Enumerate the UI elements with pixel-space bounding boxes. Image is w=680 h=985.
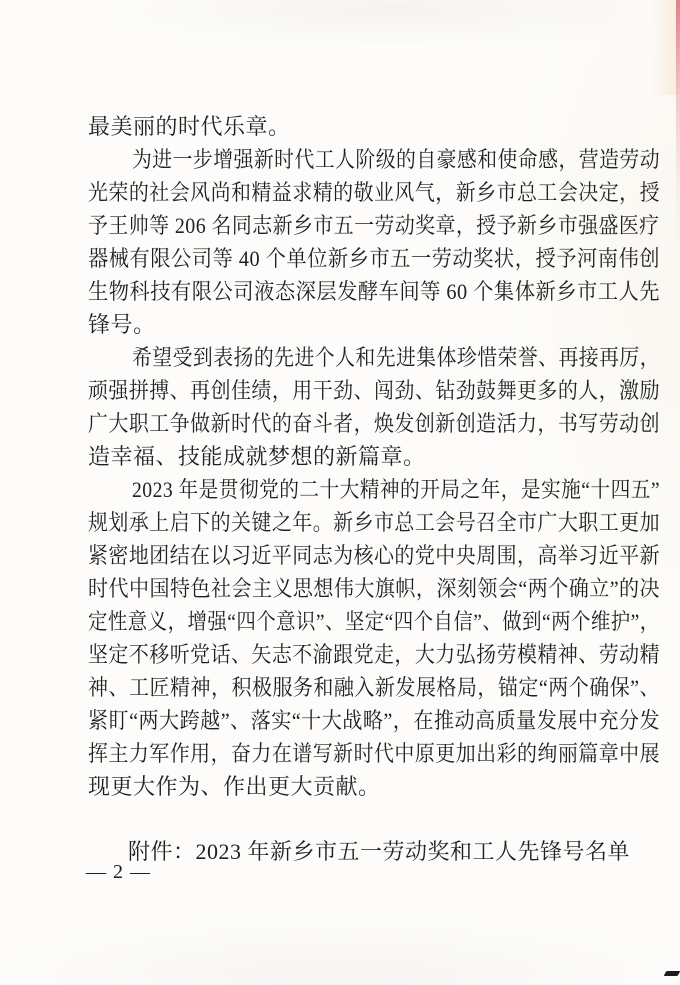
text-line-content: 生物科技有限公司液态深层发酵车间等 60 个集体新乡市工人先 [88,279,661,304]
text-line-content: 坚定不移听党话、矢志不渝跟党走，大力弘扬劳模精神、劳动精 [88,642,661,667]
text-line-content: 希望受到表扬的先进个人和先进集体珍惜荣誉、再接再厉， [132,345,661,370]
text-line-content: 光荣的社会风尚和精益求精的敬业风气，新乡市总工会决定，授 [88,180,661,205]
text-line [88,638,660,671]
text-line-content: 予王帅等 206 名同志新乡市五一劳动奖章，授予新乡市强盛医疗 [88,213,660,238]
text-line [88,539,660,572]
text-line [88,572,660,605]
text-line-content: 现更大作为、作出更大贡献。 [88,774,381,799]
text-line-content: 神、工匠精神，积极服务和融入新发展格局，锚定“两个确保”、 [88,675,661,700]
text-line [88,440,660,473]
text-line-content: 定性意义，增强“四个意识”、坚定“四个自信”、做到“两个维护”， [88,609,660,634]
page-number: — 2 — [86,861,151,883]
stamp-bleed-mark [676,0,680,255]
scan-corner-artifact [664,971,680,976]
text-line-content: 时代中国特色社会主义思想伟大旗帜，深刻领会“两个确立”的决 [88,576,661,601]
text-line-content: 最美丽的时代乐章。 [88,114,291,139]
text-line-content: 锋号。 [88,312,156,337]
text-line [88,275,660,308]
text-line-content: 紧密地团结在以习近平同志为核心的党中央周围，高举习近平新 [88,543,661,568]
attachment-note [88,835,660,868]
text-line [88,737,660,770]
text-line [88,143,660,176]
text-line [88,374,660,407]
text-line [88,209,660,242]
text-line [88,407,660,440]
text-line [88,341,660,374]
text-line [88,671,660,704]
stamp-bleed-halo [652,0,678,95]
text-line-content: 器械有限公司等 40 个单位新乡市五一劳动奖状，授予河南伟创 [88,246,661,271]
text-line-content: 顽强拼搏、再创佳绩，用干劲、闯劲、钻劲鼓舞更多的人，激励 [88,378,661,403]
document-body [88,110,660,803]
text-line [88,110,660,143]
text-line-content: 规划承上启下的关键之年。新乡市总工会号召全市广大职工更加 [88,510,661,535]
text-line-content: 紧盯“两大跨越”、落实“十大战略”，在推动高质量发展中充分发 [88,708,661,733]
text-line-content: 广大职工争做新时代的奋斗者，焕发创新创造活力，书写劳动创 [88,411,661,436]
attachment-note-text: 附件：2023 年新乡市五一劳动奖和工人先锋号名单 [128,839,631,864]
text-line [88,704,660,737]
text-line [88,770,660,803]
text-line [88,176,660,209]
text-line-content: 挥主力军作用，奋力在谱写新时代中原更加出彩的绚丽篇章中展 [88,741,661,766]
text-line-content: 造幸福、技能成就梦想的新篇章。 [88,444,426,469]
text-line-content: 为进一步增强新时代工人阶级的自豪感和使命感，营造劳动 [132,147,661,172]
text-line [88,605,660,638]
text-line [88,308,660,341]
text-line [88,473,660,506]
text-line-content: 2023 年是贯彻党的二十大精神的开局之年，是实施“十四五” [132,477,661,502]
text-line [88,506,660,539]
text-line [88,242,660,275]
